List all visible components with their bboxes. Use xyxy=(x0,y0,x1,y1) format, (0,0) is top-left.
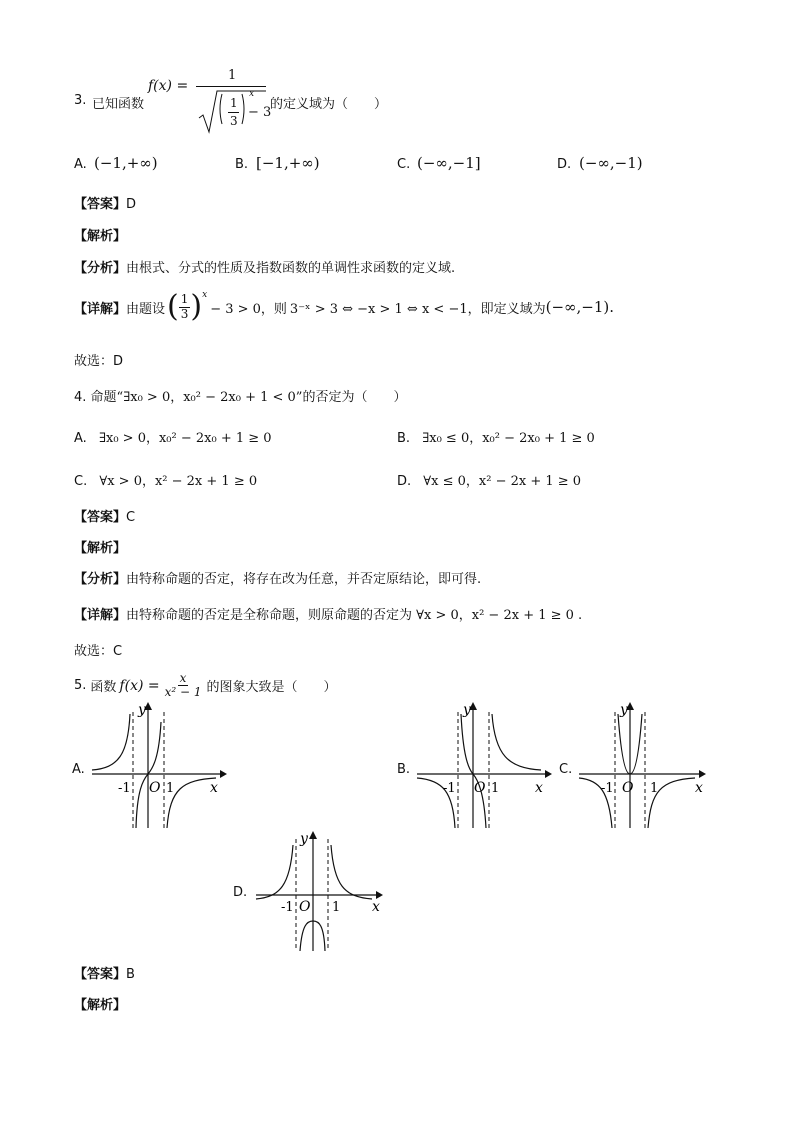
q3-detail-pre: 由题设 xyxy=(126,301,166,317)
tick-1: 1 xyxy=(332,900,341,915)
q5-answer-tag: 【答案】 xyxy=(74,967,127,982)
q4-fenxi-text: 由特称命题的否定，将存在改为任意，并否定原结论，即可得. xyxy=(126,572,482,587)
y-label: y xyxy=(300,831,308,847)
curve-right xyxy=(492,714,541,770)
q3-option-c: (−∞,−1] xyxy=(417,154,481,172)
q4-option-c-row xyxy=(74,470,257,489)
tick-neg1: -1 xyxy=(601,781,614,796)
origin-label: O xyxy=(299,899,311,915)
q3-choose: 故选：D xyxy=(74,354,124,369)
q3-detail-frac-num: 1 xyxy=(180,292,189,307)
q3-option-d: (−∞,−1) xyxy=(579,154,643,172)
origin-label: O xyxy=(622,780,634,796)
q5-graph-d xyxy=(252,825,392,955)
tick-neg1: -1 xyxy=(443,781,456,796)
q5-analysis-tag: 【解析】 xyxy=(74,998,127,1013)
q4-detail-tag: 【详解】 xyxy=(74,608,127,623)
q5-answer-row xyxy=(74,963,135,982)
q4-option-b-row xyxy=(397,427,595,446)
q3-option-b-label: B. xyxy=(235,157,249,172)
y-label: y xyxy=(463,702,471,718)
x-axis-arrow xyxy=(376,891,383,899)
q5-graph-c xyxy=(575,700,715,835)
curve-left xyxy=(92,714,130,770)
q4-option-c-label: C. xyxy=(74,474,88,489)
q4-option-a: ∃x₀ > 0，x₀² − 2x₀ + 1 ≥ 0 xyxy=(98,431,272,446)
q3-answer-tag: 【答案】 xyxy=(74,197,127,212)
q4-option-d-row xyxy=(397,470,581,489)
q3-inner-frac-bar xyxy=(228,112,239,113)
q5-graph-a-label: A. xyxy=(72,762,85,777)
tick-1: 1 xyxy=(650,781,659,796)
q3-option-b: [−1,+∞) xyxy=(256,154,320,172)
q4-detail-row xyxy=(74,604,582,623)
q3-detail-exp: x xyxy=(202,290,208,300)
x-axis-arrow xyxy=(220,770,227,778)
q3-analysis-tag: 【解析】 xyxy=(74,229,127,244)
q4-option-a-row xyxy=(74,427,272,446)
q4-option-b-label: B. xyxy=(397,431,411,446)
q3-option-a-label: A. xyxy=(74,157,87,172)
q3-exp: x xyxy=(249,89,255,99)
q4-choose: 故选：C xyxy=(74,644,123,659)
q4-number: 4. xyxy=(74,390,87,405)
q5-graph-b-label: B. xyxy=(397,762,411,777)
q5-func-lhs: f(x) = xyxy=(119,677,160,694)
q3-number: 3. xyxy=(74,93,87,108)
q3-fenxi-row xyxy=(74,257,455,276)
q5-graph-c-label: C. xyxy=(559,762,573,777)
q4-answer-tag: 【答案】 xyxy=(74,510,127,525)
x-label: x xyxy=(210,780,218,796)
q4-option-d-label: D. xyxy=(397,474,412,489)
q4-fenxi-tag: 【分析】 xyxy=(74,572,127,587)
q3-fenxi-text: 由根式、分式的性质及指数函数的单调性求函数的定义域. xyxy=(126,261,456,276)
q3-fenxi-tag: 【分析】 xyxy=(74,261,127,276)
curve-right xyxy=(331,845,372,899)
q4-detail-text: 由特称命题的否定是全称命题，则原命题的否定为 ∀x > 0，x² − 2x + 1 ≥ 0 . xyxy=(126,608,583,623)
q3-option-a: (−1,+∞) xyxy=(94,154,158,172)
q3-den-tail: − 3 xyxy=(248,105,272,120)
x-label: x xyxy=(372,899,380,915)
q4-option-d: ∀x ≤ 0，x² − 2x + 1 ≥ 0 xyxy=(423,474,582,489)
q3-detail-row xyxy=(74,289,615,324)
x-axis-arrow xyxy=(545,770,552,778)
q5-number: 5. xyxy=(74,678,87,694)
q3-detail-paren-open: ( xyxy=(167,289,179,324)
tick-1: 1 xyxy=(491,781,500,796)
q3-answer-value: D xyxy=(126,197,137,212)
q4-stem-row xyxy=(74,386,406,405)
q3-inner-frac-den: 3 xyxy=(230,114,238,128)
q3-detail-paren-close: ) xyxy=(190,289,203,324)
q4-fenxi-row xyxy=(74,568,481,587)
q3-detail-frac xyxy=(179,293,191,320)
q3-stem-pre: 已知函数 xyxy=(92,97,145,112)
x-axis-arrow xyxy=(699,770,706,778)
q5-graph-b xyxy=(413,700,553,835)
x-label: x xyxy=(695,780,703,796)
q4-answer-value: C xyxy=(126,510,136,525)
q3-func-num: 1 xyxy=(228,68,237,83)
q3-func-bar xyxy=(196,86,266,87)
q5-stem-post: 的图象大致是（ ） xyxy=(206,680,337,696)
y-label: y xyxy=(138,702,146,718)
q3-answer-row xyxy=(74,193,136,212)
q5-func-den: x² − 1 xyxy=(164,685,202,700)
q3-detail-domain: (−∞,−1). xyxy=(545,298,615,316)
x-label: x xyxy=(535,780,543,796)
q4-option-b: ∃x₀ ≤ 0，x₀² − 2x₀ + 1 ≥ 0 xyxy=(422,431,595,446)
q3-inner-frac-num: 1 xyxy=(230,96,238,110)
q5-graph-d-label: D. xyxy=(233,885,248,900)
q5-stem-pre: 函数 xyxy=(90,680,117,696)
tick-1: 1 xyxy=(166,781,175,796)
q3-option-c-label: C. xyxy=(397,157,411,172)
tick-neg1: -1 xyxy=(118,781,131,796)
q3-detail-ineq: 3⁻ˣ > 3 ⇔ −x > 1 ⇔ x < −1，即定义域为 xyxy=(289,301,546,317)
q3-detail-frac-den: 3 xyxy=(180,306,189,321)
tick-neg1: -1 xyxy=(281,900,294,915)
origin-label: O xyxy=(474,780,486,796)
q5-graph-a xyxy=(88,700,228,835)
q3-detail-tag: 【详解】 xyxy=(74,301,127,317)
q5-answer-value: B xyxy=(126,967,135,982)
q4-stem: 命题“∃x₀ > 0，x₀² − 2x₀ + 1 < 0”的否定为（ ） xyxy=(90,390,407,405)
q5-func-num: x xyxy=(179,671,187,685)
q3-stem-post: 的定义域为（ ） xyxy=(270,97,388,112)
q5-stem-row xyxy=(74,672,337,699)
y-label: y xyxy=(620,702,628,718)
y-axis-arrow xyxy=(309,831,317,839)
origin-label: O xyxy=(149,780,161,796)
q3-option-d-label: D. xyxy=(557,157,572,172)
curve-right xyxy=(167,778,216,828)
q4-option-c: ∀x > 0，x² − 2x + 1 ≥ 0 xyxy=(99,474,258,489)
q4-analysis-tag: 【解析】 xyxy=(74,541,127,556)
q3-detail-mid: − 3 > 0，则 xyxy=(210,301,287,317)
q5-func-frac xyxy=(163,672,204,699)
q3-func-lhs: f(x) = xyxy=(148,78,189,94)
curve-left xyxy=(256,845,293,899)
q4-option-a-label: A. xyxy=(74,431,87,446)
q4-answer-row xyxy=(74,506,135,525)
